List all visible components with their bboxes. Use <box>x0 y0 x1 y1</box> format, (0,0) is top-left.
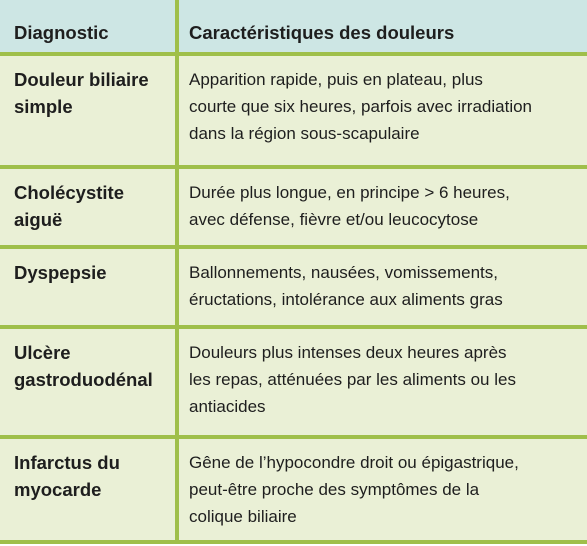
table-row <box>0 327 587 437</box>
diagnostic-cell <box>0 247 177 327</box>
characteristics-cell <box>177 327 587 437</box>
diagnostic-cell <box>0 327 177 437</box>
table-row <box>0 167 587 247</box>
diagnostic-label: Dyspepsie <box>14 262 107 283</box>
table-row <box>0 437 587 542</box>
header-characteristics: Caractéristiques des douleurs <box>177 0 587 54</box>
characteristics-text: Gêne de l’hypocondre droit ou épigastrique, peut-être proche des symptômes de la colique biliaire <box>189 453 519 526</box>
characteristics-cell <box>177 167 587 247</box>
diagnostic-label: Cholécystite aiguë <box>14 182 125 230</box>
table-row <box>0 54 587 167</box>
diagnostic-cell <box>0 437 177 542</box>
table-body <box>0 54 587 542</box>
header-row <box>0 0 587 54</box>
characteristics-text: Douleurs plus intenses deux heures après les repas, atténuées par les aliments ou les antiacides <box>189 343 516 416</box>
characteristics-cell <box>177 54 587 167</box>
table-header <box>0 0 587 54</box>
diagnostic-cell <box>0 167 177 247</box>
characteristics-cell <box>177 437 587 542</box>
characteristics-text: Durée plus longue, en principe > 6 heures, avec défense, fièvre et/ou leucocytose <box>189 183 510 229</box>
characteristics-cell <box>177 247 587 327</box>
header-diagnostic: Diagnostic <box>0 0 177 54</box>
diagnostic-label: Douleur biliaire simple <box>14 69 149 117</box>
table-row <box>0 247 587 327</box>
characteristics-text: Apparition rapide, puis en plateau, plus courte que six heures, parfois avec irradiation dans la région sous-scapulaire <box>189 70 533 143</box>
diagnostic-label: Ulcère gastroduodénal <box>14 342 153 390</box>
diagnostic-label: Infarctus du myocarde <box>14 452 120 500</box>
characteristics-text: Ballonnements, nausées, vomissements, éructations, intolérance aux aliments gras <box>189 263 503 309</box>
diagnostic-cell <box>0 54 177 167</box>
